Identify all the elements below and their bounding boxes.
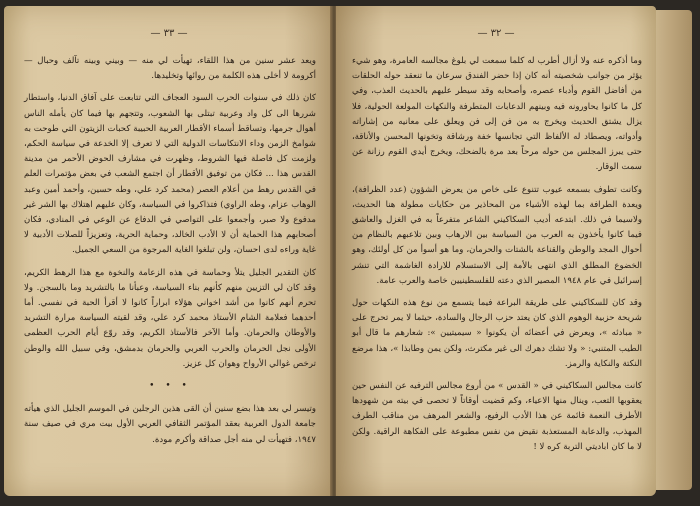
- paragraph: وما أذكره عنه ولا أزال أطرب له كلما سمعت لي بلوغ مجالسه العامرة، وهو شيء يؤثر من جوانب شخصيته أنه كان إذا حضر الفندق سرعان ما تنعقد حوله الحلقات من أفاضل القوم وأدباء عصره، وأصحابه وقد سيطر عليهم بالحديث العذب، وفي كل ما كانوا يحاورونه فيه وبينهم الدعابات المتطرفة والنكهات المولعة الحولية، فلا يزال يشتق الحديث ويخرج به من فن إلى فن ويعلق على معانيه من إشاراته وأدواته، ويصطاد له الألفاظ التي تجانسها خفة ورشاقة وتخونها المحسن والأناقة، حتى يبرز المجلس من حوله مرحاً بعد مرة بالضحك، ويخرج أيدي القوم رزانة عن سمت الوقار.: [352, 56, 642, 173]
- paragraph: كانت مجالس السكاكيني في « القدس » من أروع مجالس الترفيه عن النفس حين يعقوبها التعب، وينال منها الاعياء، وكم قضيت أوقاتاً لا تحصى في بيته من شهودها الأطرف النعمة قائمة عن هذا الأدب الرفيع، والشعر المرهف من مناقب الطرف المهذب، والدعابة المستعذبة نقيض من نفس مطبوعة على الفكاهة الراقية. ولكن لا ما كان اباديتي التربة كره لا !: [352, 381, 642, 452]
- right-page: [336, 6, 656, 496]
- page-body: [352, 54, 642, 462]
- page-edges: [656, 10, 692, 490]
- paragraph: وقد كان للسكاكيني على طريقة البراعة فيما يتسمع من نوع هذه النكهات حول شريحة حزبية الوهوم الذي كان يعتد حزب الرجال والسادة، حيثما لا يمر تحرج على « مبادئه »، ويعرض في أعضائه أن يكونوا « سيميتيين »: شعارهم ما قال أبو الطيب المتنبي: « ولا تشك دهرك الى غير مكترث، ولكن يمن وطابذا »، هذا مرضع النكتة والنكاية والرمز.: [352, 298, 642, 369]
- left-page: [4, 6, 334, 496]
- paragraph: كان ذلك في سنوات الحرب السود العجاف التي تتابعت على آفاق الدنيا، واستطار شررها الى كل واد وعربية تبتلى بها الشعوب، وتتجهم بها فيما كان يأمله الناس أهوال جرمها، وتساقط أسماء الأقطار العربية الحبيبة كحبات الزيتون التي طوحت به شوامخ الزمن وداء الانتكاسات الدولية التي لا تعرف إلا الخدعة في سياسة الحكم، ولزمت كل فاصلة فيها الشروط، وظهرت في مشارف الحوض الأحمر من مدينة القدس هذا ... فكان من توفيق الأقطار أن اجتمع الشعب في بعض مؤتمرات العلم في القدس رهط من أعلام العصر (محمد كرد علي، وطه حسين، وأحمد أمين وعبد الوهاب عزام، وطه الراوي) فتذاكروا في السياسة، وكان عليهم اهتلاك بها الشر غير مدفوع ولا صبر، وأجمعوا على التواصي في الدفاع عن الوعي في المنادي، فكان أصحابهم هذا الحماية أن لا الأدب الخالد، وحماية الحرية، وتعزيزاً للصلات الأدبية لا غاية وراءه لدى احسان، ولن تبلغوا الغاية المرجوة من السعي الجميل.: [24, 93, 316, 256]
- page-body: [24, 54, 316, 455]
- paragraph: ويعد عشر سنين من هذا اللقاء، تهيأت لي منه — وبيني وبينه تآلف وحبال — أكرومة لا أخلى هذه الكلمة من روائها وتخليدها.: [24, 56, 316, 82]
- section-separator: • • •: [149, 381, 191, 392]
- paragraph: وتيسر لي بعد هذا بضع سنين أن القى هذين الرجلين في الموسم الجليل الذي هيأته جامعة الدول العربية بعقد المؤتمر الثقافي العربي الأول بيت مري في صيف سنة ١٩٤٧، فتهيأت لي منه أجل صداقة وأكرم مودة.: [24, 404, 316, 445]
- paragraph: وكانت تطوف بسمعه عيوب تتنوع على خاص من يعرض الشؤون (عدد الظرافة)، ويعدة الطرافة بما لهذه الأشياء من المحاذير من حكايات مطولة هنا الحديث، ولاسيما في ذلك. ابتدعه أديب السكاكيني الشاعر متفرعاً به في الغزل والعاشق فيما كانوا يأخذون به العرب من السياسة بين الارهاب وبين تلاعبهم بالنظام من أحوال المجد والوطن والقناعة بالشتات والحرمان، وما هو أسوأ من كل أولئك، وهو الخضوع المطلق الذي انتهى بالأمة إلى الاستسلام للارادة الغاشمة التي تنشر إسرائيل في عام ١٩٤٨ المصير الذي دعته للفلسطينيين خاصة والعرب عامة.: [352, 184, 642, 286]
- page-number: — ٣٣ —: [150, 28, 188, 39]
- paragraph: كان التقدير الجليل يتلأ وحماسة في هذه الزعامة والنخوة مع هذا الرهط الكريم، وقد كان لي التزيين منهم كأنهم بناء السياسة، وعبأنا ما بالتشريد وما بالسجن. ولا تحرم أنهم كانوا من أشد اخواني هؤلاء ابراراً كانوا لا أقرأ الحبة في نفسي. أما أحدهما فعلامة الشام الأستاذ محمد كرد علي، وقد لقيته السياسة مرارة التشريد والأوطان والحرمان. وأما الآخر فالأستاذ الكريم، وقد روّع أيام الحرب العظمى الأولى نجل الحرمان والحرب العربي والحرمان بدمشق، وفي سبيل الله والوطن ترخص غوالي الأرواح وهوان كل عزيز.: [24, 267, 316, 369]
- page-number: — ٣٢ —: [477, 28, 515, 39]
